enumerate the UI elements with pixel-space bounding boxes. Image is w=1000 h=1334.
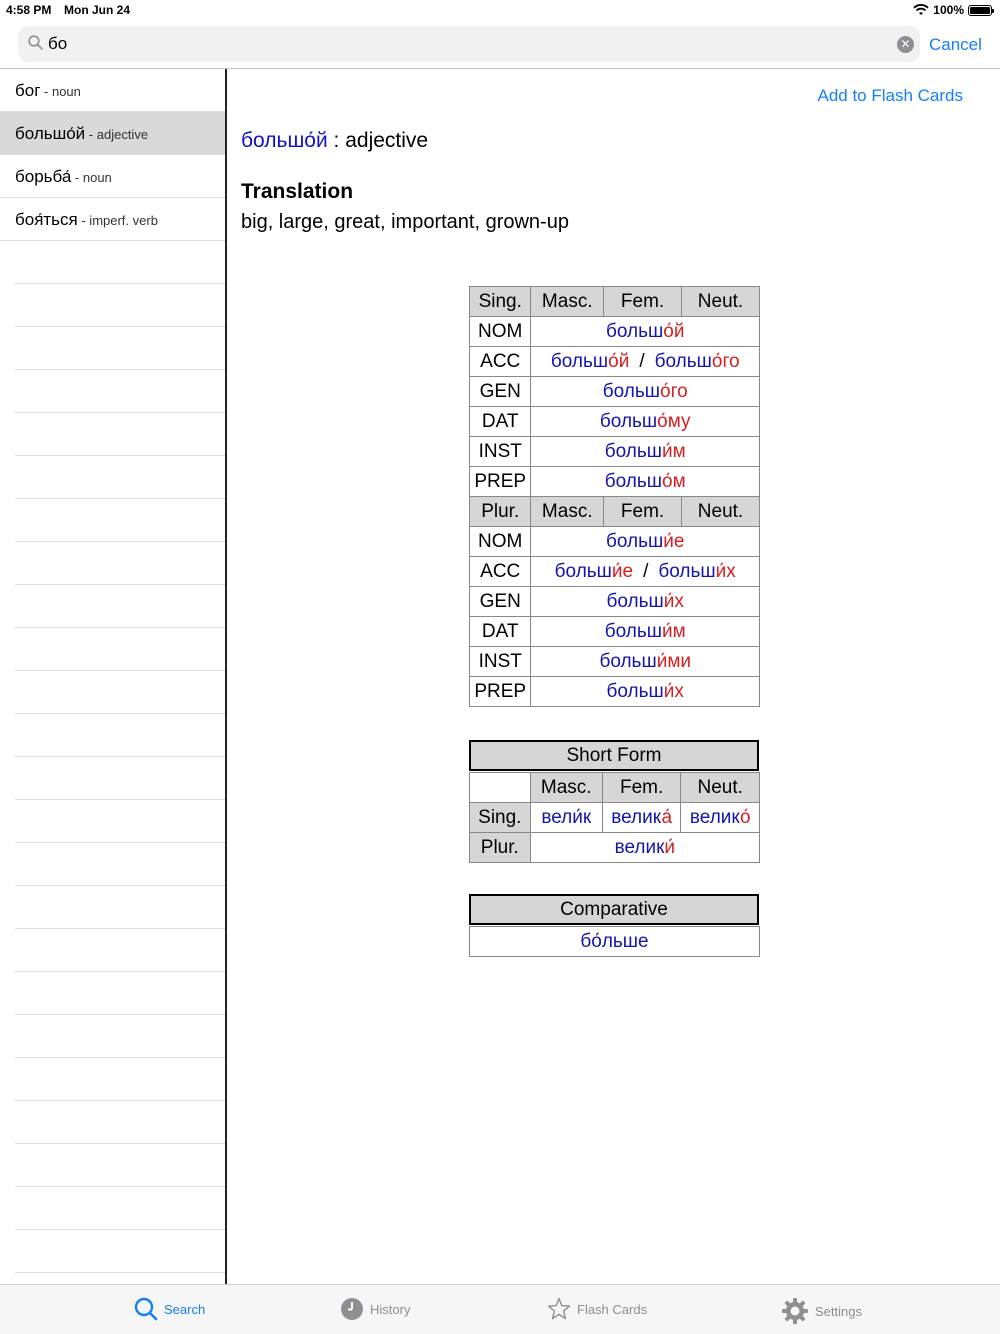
tab-bar: [0, 1284, 1000, 1334]
result-item-boyatsya[interactable]: [0, 198, 225, 241]
case-label: ACC: [470, 347, 531, 377]
result-item-bog[interactable]: [0, 69, 225, 112]
declension-form: больши́е / больши́х: [531, 557, 760, 587]
empty-list-row: [15, 370, 225, 413]
case-label: GEN: [470, 587, 531, 617]
empty-list-row: [15, 757, 225, 800]
empty-list-row: [15, 284, 225, 327]
declension-header: Masc.: [531, 497, 604, 527]
result-word: борьба́: [15, 167, 72, 186]
result-word: боя́ться: [15, 210, 78, 229]
declension-row: [470, 617, 760, 647]
declension-row: [470, 647, 760, 677]
tab-flash-cards[interactable]: [547, 1297, 647, 1321]
headword: [241, 129, 428, 153]
declension-header: Fem.: [604, 497, 682, 527]
add-to-flash-cards-button[interactable]: Add to Flash Cards: [817, 86, 963, 105]
declension-row: [470, 347, 760, 377]
declension-form: больши́х: [531, 677, 760, 707]
empty-list-row: [15, 1187, 225, 1230]
tab-history[interactable]: [340, 1297, 410, 1321]
case-label: INST: [470, 647, 531, 677]
case-label: PREP: [470, 467, 531, 497]
declension-form: больши́ми: [531, 647, 760, 677]
short-form-cell: велики́: [530, 833, 759, 863]
search-bar: [0, 20, 1000, 69]
short-form-header: Neut.: [681, 773, 760, 803]
tab-label: Search: [164, 1301, 206, 1317]
declension-table: [469, 286, 760, 707]
star-icon: [547, 1297, 571, 1321]
cancel-button[interactable]: Cancel: [929, 35, 982, 54]
declension-row: [470, 467, 760, 497]
result-item-bolshoy[interactable]: [0, 112, 225, 155]
result-word: бог: [15, 81, 41, 100]
clock-icon: [340, 1297, 364, 1321]
search-field[interactable]: [18, 26, 920, 62]
search-icon: [134, 1297, 158, 1321]
results-list: [0, 69, 225, 1284]
declension-row: [470, 677, 760, 707]
declension-row: [470, 527, 760, 557]
declension-form: большо́го: [531, 377, 760, 407]
short-form-header: Masc.: [530, 773, 602, 803]
empty-list-row: [15, 327, 225, 370]
declension-row: [470, 437, 760, 467]
short-form-row-label: Sing.: [470, 803, 531, 833]
empty-list-row: [15, 1144, 225, 1187]
declension-row: [470, 317, 760, 347]
declension-header: Neut.: [681, 497, 759, 527]
result-pos: - noun: [71, 170, 112, 185]
empty-list-row: [15, 1015, 225, 1058]
declension-form: большо́й / большо́го: [531, 347, 760, 377]
declension-form: больши́м: [531, 437, 760, 467]
declension-row: [470, 377, 760, 407]
declension-row: [470, 557, 760, 587]
declension-form: больши́е: [531, 527, 760, 557]
empty-list-row: [15, 585, 225, 628]
case-label: ACC: [470, 557, 531, 587]
detail-pane: [227, 69, 1000, 1284]
case-label: DAT: [470, 617, 531, 647]
short-form-corner: [470, 773, 531, 803]
empty-list-row: [15, 671, 225, 714]
empty-list-row: [15, 413, 225, 456]
headword-text: большо́й: [241, 129, 328, 152]
status-date: Mon Jun 24: [64, 3, 131, 17]
translation-title: Translation: [241, 180, 354, 203]
tab-label: Settings: [815, 1303, 862, 1319]
headword-pos: : adjective: [327, 129, 429, 152]
declension-form: большо́м: [531, 467, 760, 497]
declension-header: Plur.: [470, 497, 531, 527]
result-word: большо́й: [15, 124, 86, 143]
result-pos: - adjective: [85, 127, 149, 142]
case-label: PREP: [470, 677, 531, 707]
short-form-cell: вели́к: [530, 803, 602, 833]
status-bar: [0, 0, 1000, 20]
wifi-icon: [913, 4, 929, 16]
comparative-value: бо́льше: [470, 927, 760, 957]
empty-list-row: [15, 714, 225, 757]
case-label: GEN: [470, 377, 531, 407]
tab-label: History: [370, 1301, 411, 1317]
declension-header: Masc.: [531, 287, 604, 317]
tab-label: Flash Cards: [577, 1301, 648, 1317]
short-form-table: [469, 772, 760, 863]
declension-header: Sing.: [470, 287, 531, 317]
search-input[interactable]: [48, 30, 888, 58]
declension-form: большо́й: [531, 317, 760, 347]
case-label: NOM: [470, 527, 531, 557]
declension-header: Neut.: [681, 287, 759, 317]
result-item-borba[interactable]: [0, 155, 225, 198]
empty-list-row: [15, 542, 225, 585]
empty-list-row: [15, 929, 225, 972]
short-form-header: Fem.: [602, 773, 681, 803]
tab-search[interactable]: [134, 1297, 205, 1321]
result-pos: - noun: [40, 84, 81, 99]
empty-list-row: [15, 456, 225, 499]
declension-form: большо́му: [531, 407, 760, 437]
declension-row: [470, 587, 760, 617]
search-icon: [28, 35, 43, 50]
short-form-cell: велика́: [602, 803, 681, 833]
declension-form: больши́х: [531, 587, 760, 617]
status-right: [913, 3, 992, 17]
battery-icon: [968, 5, 992, 16]
case-label: INST: [470, 437, 531, 467]
translation-text: big, large, great, important, grown-up: [241, 211, 569, 233]
empty-list-row: [15, 1101, 225, 1144]
comparative-table: [469, 926, 760, 957]
battery-percent: 100%: [933, 3, 964, 17]
declension-row: [470, 407, 760, 437]
declension-header: Fem.: [604, 287, 682, 317]
empty-list-row: [15, 499, 225, 542]
status-time: 4:58 PM: [6, 3, 52, 17]
empty-rows: [0, 241, 225, 1273]
short-form-title: Short Form: [469, 740, 759, 771]
gear-icon: [781, 1297, 809, 1325]
empty-list-row: [15, 1230, 225, 1273]
empty-list-row: [15, 800, 225, 843]
empty-list-row: [15, 886, 225, 929]
empty-list-row: [15, 241, 225, 284]
declension-form: больши́м: [531, 617, 760, 647]
result-pos: - imperf. verb: [77, 213, 158, 228]
empty-list-row: [15, 1058, 225, 1101]
short-form-row-label: Plur.: [470, 833, 531, 863]
empty-list-row: [15, 628, 225, 671]
case-label: DAT: [470, 407, 531, 437]
tab-settings[interactable]: [781, 1297, 862, 1325]
empty-list-row: [15, 972, 225, 1015]
clear-search-icon[interactable]: ✕: [897, 36, 914, 53]
empty-list-row: [15, 843, 225, 886]
case-label: NOM: [470, 317, 531, 347]
short-form-cell: велико́: [681, 803, 760, 833]
comparative-title: Comparative: [469, 894, 759, 925]
